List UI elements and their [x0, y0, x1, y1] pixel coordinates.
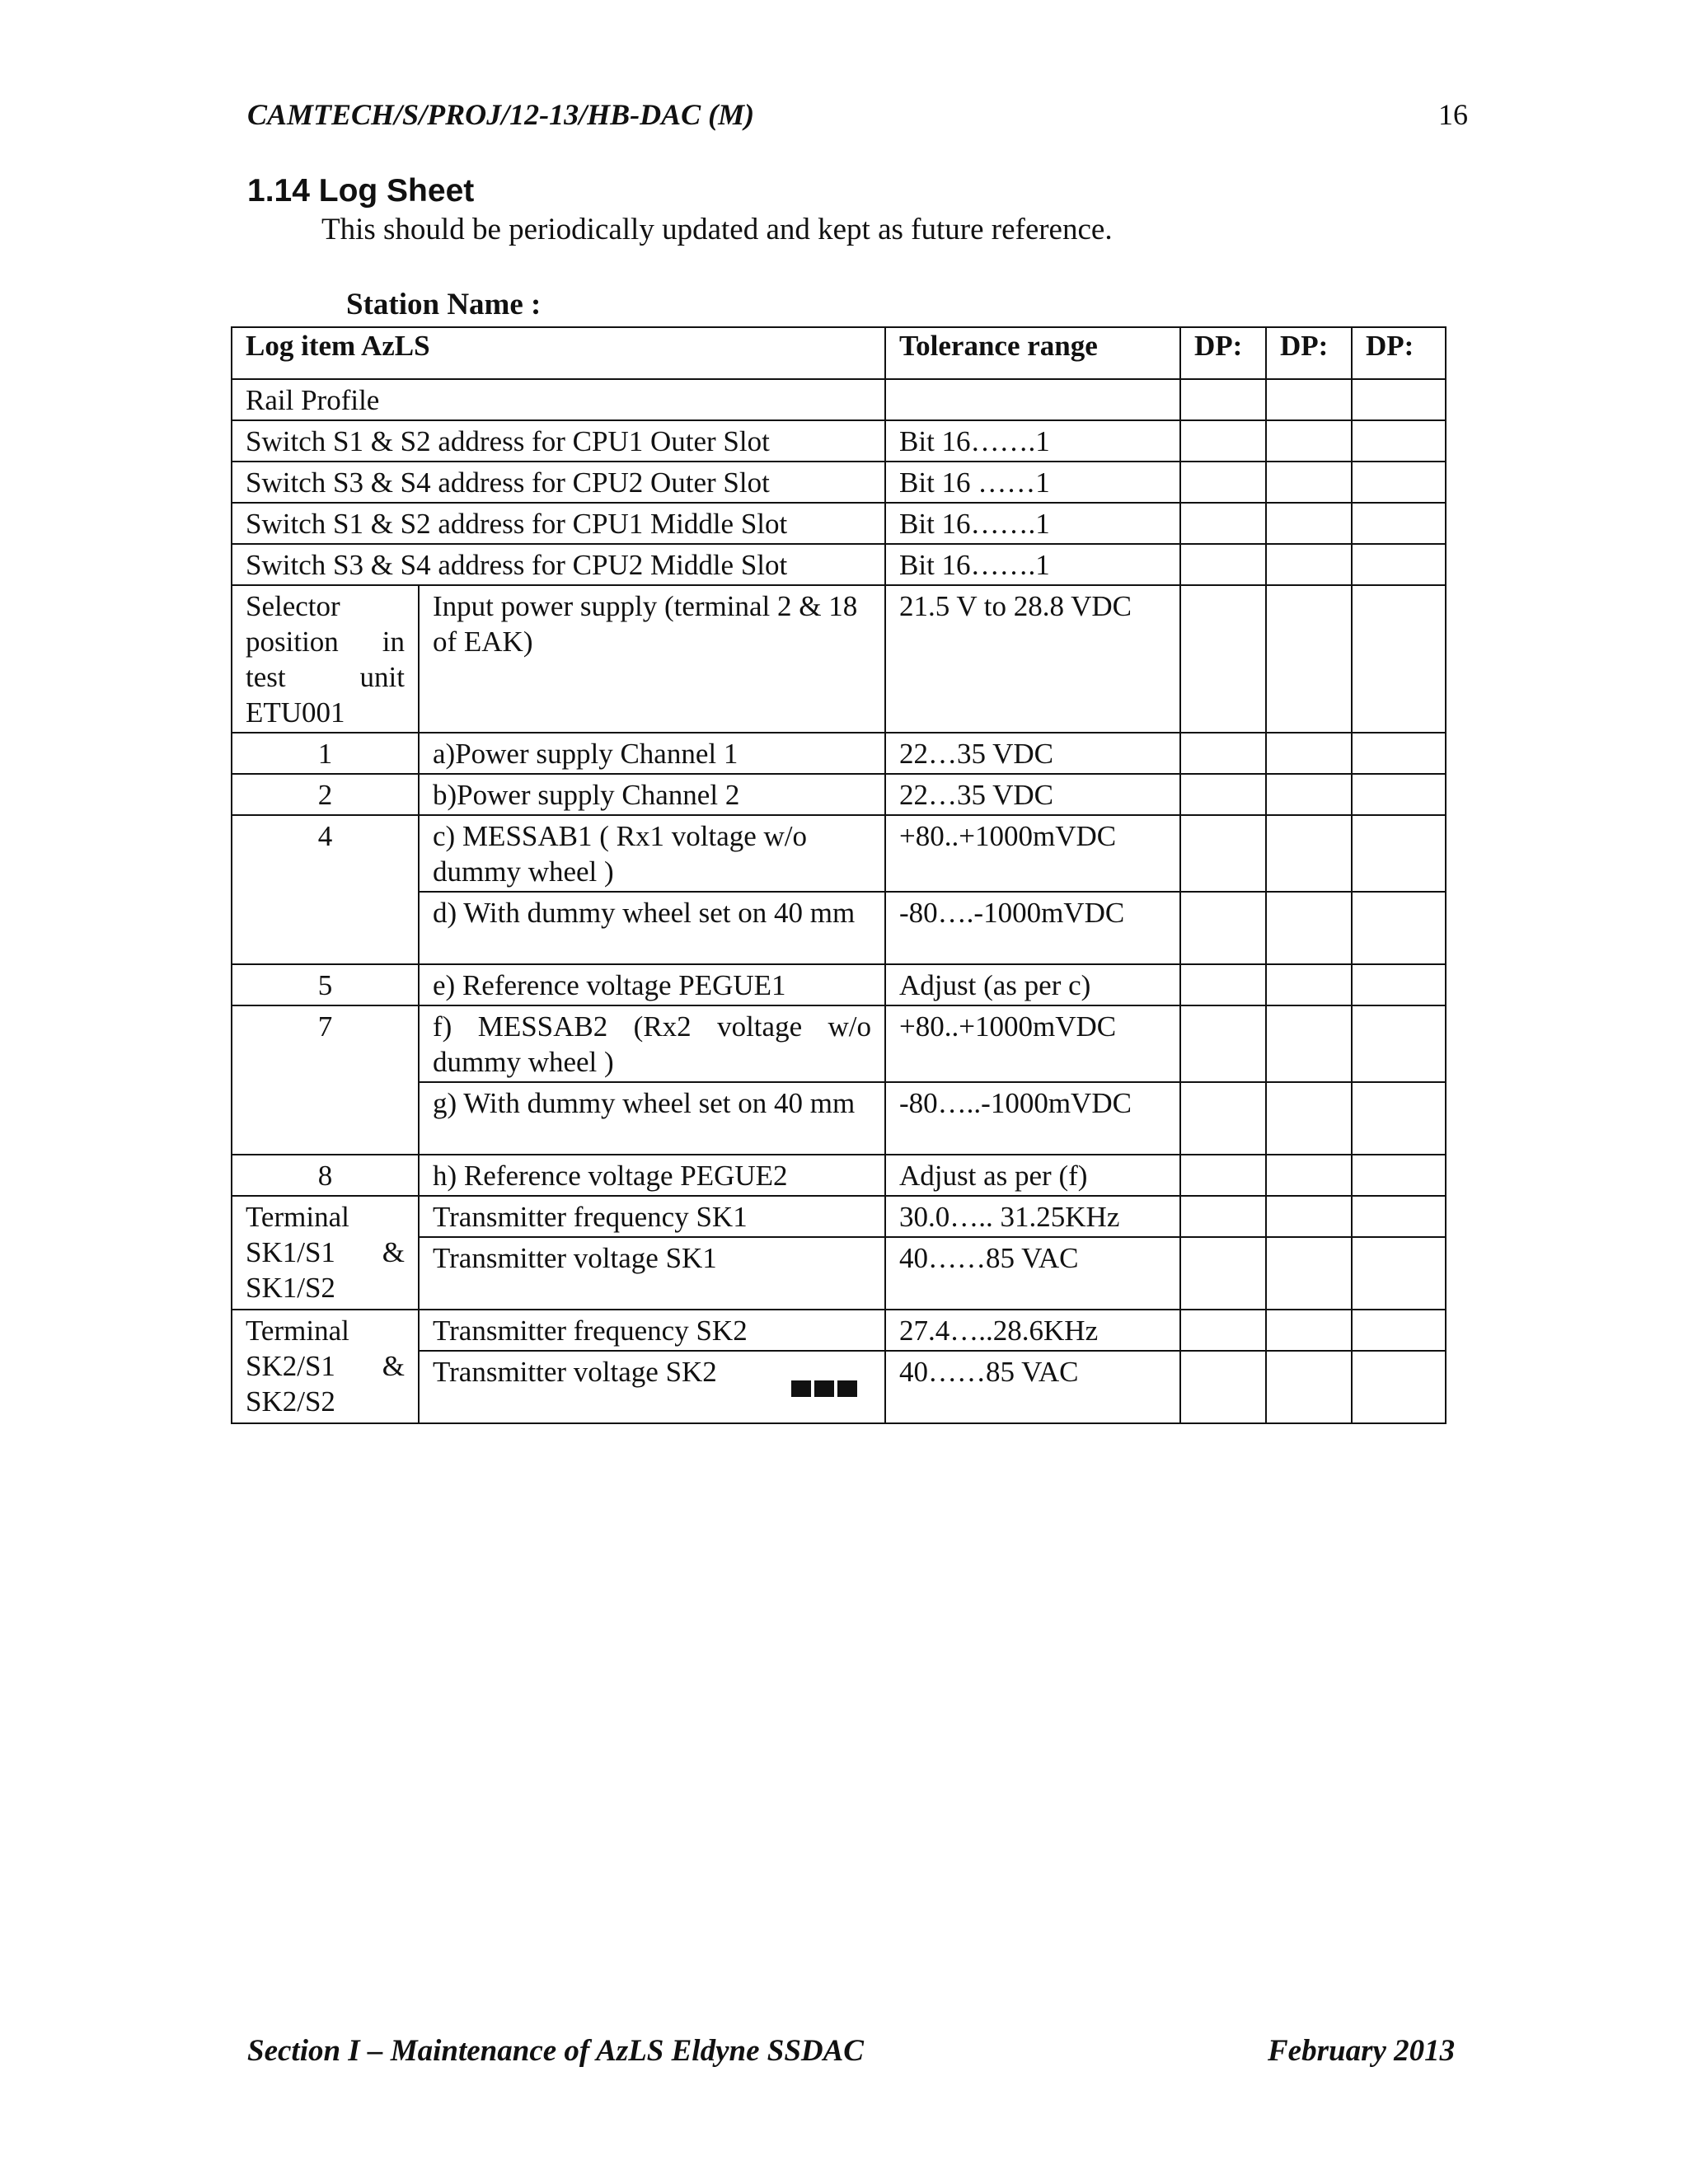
tolerance-cell: Adjust as per (f): [885, 1155, 1180, 1196]
tolerance-cell: +80..+1000mVDC: [885, 815, 1180, 892]
header-dp-3: DP:: [1352, 327, 1446, 379]
item-cell: d) With dummy wheel set on 40 mm: [419, 892, 885, 964]
log-sheet-table: [231, 326, 1447, 1424]
dp-cell[interactable]: [1266, 964, 1352, 1005]
dp-cell[interactable]: [1352, 1005, 1446, 1082]
rail-profile-cell: Rail Profile: [232, 379, 885, 420]
table-row: [232, 1196, 1446, 1237]
dp-cell[interactable]: [1180, 544, 1266, 585]
header-log-item: Log item AzLS: [232, 327, 885, 379]
dp-cell[interactable]: [1266, 1196, 1352, 1237]
dp-cell[interactable]: [1266, 1005, 1352, 1082]
table-row: [232, 774, 1446, 815]
tolerance-cell: -80….-1000mVDC: [885, 892, 1180, 964]
square-icon: [791, 1380, 811, 1397]
item-cell: Transmitter voltage SK1: [419, 1237, 885, 1310]
dp-cell[interactable]: [1266, 420, 1352, 462]
header-dp-2: DP:: [1266, 327, 1352, 379]
dp-cell[interactable]: [1352, 379, 1446, 420]
item-cell: Transmitter frequency SK1: [419, 1196, 885, 1237]
item-cell: Switch S1 & S2 address for CPU1 Outer Slot: [232, 420, 885, 462]
tolerance-cell: 22…35 VDC: [885, 733, 1180, 774]
footer-section-title: Section I – Maintenance of AzLS Eldyne SSDAC: [247, 2034, 864, 2068]
dp-cell[interactable]: [1352, 815, 1446, 892]
dp-cell[interactable]: [1180, 774, 1266, 815]
dp-cell[interactable]: [1180, 1351, 1266, 1423]
footer-date: February 2013: [1268, 2034, 1456, 2068]
item-cell: f) MESSAB2 (Rx2 voltage w/o dummy wheel ): [419, 1005, 885, 1082]
square-icon: [814, 1380, 834, 1397]
selector-position-cell: Selector position in test unit ETU001: [232, 585, 419, 733]
document-code: CAMTECH/S/PROJ/12-13/HB-DAC (M): [247, 98, 755, 131]
intro-text: This should be periodically updated and kept as future reference.: [321, 213, 1113, 246]
dp-cell[interactable]: [1266, 544, 1352, 585]
table-row: [232, 585, 1446, 733]
item-cell: b)Power supply Channel 2: [419, 774, 885, 815]
tolerance-cell: Bit 16…….1: [885, 503, 1180, 544]
dp-cell[interactable]: [1352, 544, 1446, 585]
dp-cell[interactable]: [1352, 1155, 1446, 1196]
dp-cell[interactable]: [1266, 503, 1352, 544]
tolerance-cell: 40……85 VAC: [885, 1351, 1180, 1423]
item-cell: h) Reference voltage PEGUE2: [419, 1155, 885, 1196]
dp-cell[interactable]: [1266, 733, 1352, 774]
header-tolerance: Tolerance range: [885, 327, 1180, 379]
table-header-row: [232, 327, 1446, 379]
dp-cell[interactable]: [1180, 733, 1266, 774]
dp-cell[interactable]: [1180, 1005, 1266, 1082]
dp-cell[interactable]: [1180, 585, 1266, 733]
tolerance-cell: Bit 16…….1: [885, 420, 1180, 462]
dp-cell[interactable]: [1180, 462, 1266, 503]
tolerance-cell: 30.0….. 31.25KHz: [885, 1196, 1180, 1237]
table-row: [232, 1155, 1446, 1196]
item-cell: Input power supply (terminal 2 & 18 of EAK): [419, 585, 885, 733]
dp-cell[interactable]: [1180, 1082, 1266, 1155]
table-row: [232, 544, 1446, 585]
dp-cell[interactable]: [1352, 420, 1446, 462]
item-cell: Transmitter frequency SK2: [419, 1310, 885, 1351]
item-cell: a)Power supply Channel 1: [419, 733, 885, 774]
item-cell: g) With dummy wheel set on 40 mm: [419, 1082, 885, 1155]
tolerance-cell: 21.5 V to 28.8 VDC: [885, 585, 1180, 733]
dp-cell[interactable]: [1352, 1082, 1446, 1155]
position-cell: 8: [232, 1155, 419, 1196]
table-row: [232, 1005, 1446, 1082]
dp-cell[interactable]: [1180, 1310, 1266, 1351]
dp-cell[interactable]: [1266, 892, 1352, 964]
dp-cell[interactable]: [1266, 1310, 1352, 1351]
dp-cell[interactable]: [1180, 1196, 1266, 1237]
position-cell: 5: [232, 964, 419, 1005]
section-title: 1.14 Log Sheet: [247, 173, 475, 209]
dp-cell[interactable]: [1266, 1351, 1352, 1423]
table-row: [232, 964, 1446, 1005]
item-cell: Switch S3 & S4 address for CPU2 Outer Slot: [232, 462, 885, 503]
header-dp-1: DP:: [1180, 327, 1266, 379]
dp-cell[interactable]: [1352, 774, 1446, 815]
tolerance-cell: Adjust (as per c): [885, 964, 1180, 1005]
tolerance-cell: -80…..-1000mVDC: [885, 1082, 1180, 1155]
dp-cell[interactable]: [1180, 379, 1266, 420]
dp-cell[interactable]: [1266, 1155, 1352, 1196]
dp-cell[interactable]: [1352, 1351, 1446, 1423]
tolerance-cell: [885, 379, 1180, 420]
item-cell: e) Reference voltage PEGUE1: [419, 964, 885, 1005]
position-cell: 4: [232, 815, 419, 964]
tolerance-cell: 27.4…..28.6KHz: [885, 1310, 1180, 1351]
position-cell: 2: [232, 774, 419, 815]
dp-cell[interactable]: [1266, 379, 1352, 420]
table-row: [232, 733, 1446, 774]
dp-cell[interactable]: [1180, 420, 1266, 462]
dp-cell[interactable]: [1352, 585, 1446, 733]
dp-cell[interactable]: [1180, 1155, 1266, 1196]
table-row: [232, 379, 1446, 420]
tolerance-cell: 22…35 VDC: [885, 774, 1180, 815]
dp-cell[interactable]: [1266, 1237, 1352, 1310]
table-row: [232, 420, 1446, 462]
item-cell: Switch S1 & S2 address for CPU1 Middle Slot: [232, 503, 885, 544]
terminal-cell: Terminal SK2/S1 & SK2/S2: [232, 1310, 419, 1423]
dp-cell[interactable]: [1180, 815, 1266, 892]
dp-cell[interactable]: [1266, 1082, 1352, 1155]
item-cell: Switch S3 & S4 address for CPU2 Middle Slot: [232, 544, 885, 585]
dp-cell[interactable]: [1266, 585, 1352, 733]
dp-cell[interactable]: [1180, 964, 1266, 1005]
dp-cell[interactable]: [1352, 1237, 1446, 1310]
tolerance-cell: +80..+1000mVDC: [885, 1005, 1180, 1082]
dp-cell[interactable]: [1352, 462, 1446, 503]
dp-cell[interactable]: [1180, 892, 1266, 964]
dp-cell[interactable]: [1180, 1237, 1266, 1310]
tolerance-cell: Bit 16…….1: [885, 544, 1180, 585]
dp-cell[interactable]: [1266, 815, 1352, 892]
station-name-label: Station Name :: [346, 288, 542, 321]
dp-cell[interactable]: [1352, 1310, 1446, 1351]
table-row: [232, 815, 1446, 892]
dp-cell[interactable]: [1352, 964, 1446, 1005]
dp-cell[interactable]: [1352, 892, 1446, 964]
table-row: [232, 1310, 1446, 1351]
tolerance-cell: 40……85 VAC: [885, 1237, 1180, 1310]
end-of-section-marker: [791, 1380, 857, 1397]
dp-cell[interactable]: [1266, 774, 1352, 815]
square-icon: [837, 1380, 857, 1397]
page-number: 16: [1438, 98, 1468, 131]
dp-cell[interactable]: [1352, 733, 1446, 774]
table-row: [232, 503, 1446, 544]
terminal-cell: Terminal SK1/S1 & SK1/S2: [232, 1196, 419, 1310]
item-cell: Transmitter voltage SK2: [419, 1351, 885, 1423]
item-cell: c) MESSAB1 ( Rx1 voltage w/o dummy wheel ): [419, 815, 885, 892]
table-row: [232, 462, 1446, 503]
dp-cell[interactable]: [1352, 1196, 1446, 1237]
dp-cell[interactable]: [1180, 503, 1266, 544]
dp-cell[interactable]: [1352, 503, 1446, 544]
tolerance-cell: Bit 16 ……1: [885, 462, 1180, 503]
position-cell: 1: [232, 733, 419, 774]
position-cell: 7: [232, 1005, 419, 1155]
dp-cell[interactable]: [1266, 462, 1352, 503]
